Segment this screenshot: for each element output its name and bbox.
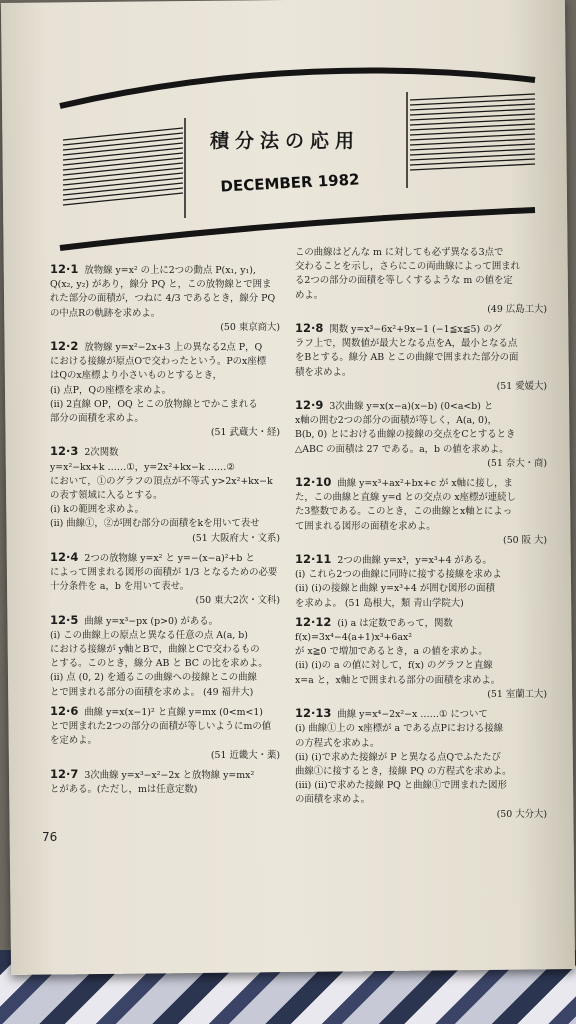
problem-text-line — [295, 722, 557, 736]
right-column — [295, 246, 557, 826]
problem-text-line — [50, 566, 290, 580]
problem-number: 12·3 — [50, 444, 79, 459]
problem-text: 放物線 y=x² の上に2つの動点 P(x₁, y₁), — [84, 265, 256, 276]
problem-text: (iii) (ii)で求めた接線 PQ と曲線①で囲まれた図形 — [295, 780, 507, 792]
problem-block — [295, 398, 557, 471]
problem-text-line — [295, 582, 557, 596]
problem-text: この曲線はどんな m に対しても必ず異なる3点で — [295, 247, 504, 258]
problem-text: の中点Rの軌跡を求めよ。 — [50, 307, 161, 319]
problem-text: 曲線 y=x⁴−2x²−x ……① について — [337, 709, 488, 721]
chapter-banner — [55, 58, 540, 253]
problem-text: (i) 曲線①上の x座標が a である点Pにおける接線 — [295, 723, 504, 735]
problem-block — [295, 246, 557, 317]
problem-text: (ii) (i)で求めた接線が P と異なる点Qでふたたび — [295, 751, 501, 763]
problem-text-line — [50, 629, 290, 643]
problem-text-line — [295, 351, 557, 365]
problem-text-line — [295, 779, 557, 793]
problem-text-line — [50, 355, 290, 369]
problem-text: における接線が原点Oで交わったという。Pのx座標 — [50, 356, 267, 368]
problem-number: 12·2 — [50, 339, 79, 354]
problem-text: (ii) (i)の a の値に対して，f(x) のグラフと直線 — [295, 660, 493, 672]
problem-block — [295, 706, 557, 822]
problem-text-line — [50, 550, 290, 566]
problem-text: とする。このとき，線分 AB と BC の比を求めよ。 — [50, 658, 268, 670]
problem-text: とで囲まれた2つの部分の面積が等しいようにmの値 — [50, 721, 272, 733]
problem-source: (51 近畿大・薬) — [210, 749, 280, 761]
left-column — [50, 262, 290, 801]
problem-text-line — [295, 552, 557, 568]
problem-text: る2つの部分の面積を等しくするような m の値を定 — [295, 275, 513, 287]
problem-text-line — [50, 412, 290, 426]
problem-text-line — [50, 613, 290, 629]
problem-source: (51 大阪府大・文系) — [192, 532, 280, 544]
problem-text-line — [50, 686, 290, 700]
chapter-title: 積分法の応用 — [209, 130, 360, 152]
problem-text-line — [50, 307, 290, 321]
problem-text: Q(x₂, y₂) があり，線分 PQ と，この放物線とで囲ま — [50, 279, 272, 291]
problem-text-line — [295, 659, 557, 673]
problem-text: とがある。(ただし，mは任意定数) — [50, 783, 198, 795]
problem-block — [295, 321, 557, 394]
problem-number: 12·4 — [50, 549, 79, 564]
problem-text: における接線が y軸とBで，曲線とCで交わるもの — [50, 644, 260, 656]
problem-text-line — [50, 292, 290, 306]
problem-text-line — [295, 475, 557, 491]
chapter-date: DECEMBER 1982 — [220, 170, 360, 196]
problem-text: y=x²−kx+k ……①，y=2x²+kx−k ……② — [50, 461, 235, 473]
problem-text-line — [295, 321, 557, 337]
problem-text-line — [295, 765, 557, 779]
problem-text: (ii) 点 (0, 2) を通るこの曲線への接線とこの曲線 — [50, 672, 257, 684]
problem-text-line — [50, 262, 290, 278]
problem-text-line — [50, 517, 290, 531]
problem-text: とで囲まれる部分の面積を求めよ。 (49 福井大) — [50, 686, 254, 698]
problem-text: を定めよ。 — [50, 735, 97, 747]
problem-block — [50, 704, 290, 763]
problem-text: 十分条件を a，b を用いて表せ。 — [50, 581, 190, 593]
problem-text-line — [295, 631, 557, 645]
problem-text: (i) a は定数であって，関数 — [337, 617, 453, 629]
problem-text: をBとする。線分 AB とこの曲線で囲まれた部分の面 — [295, 352, 519, 364]
problem-source: (51 室蘭工大) — [487, 688, 547, 700]
problem-number: 12·9 — [295, 398, 324, 413]
problem-text: の表す領域に入るとする。 — [50, 490, 163, 502]
problem-text: (i) この曲線上の原点と異なる任意の点 A(a, b) — [50, 629, 248, 641]
problem-text-line — [295, 737, 557, 751]
problem-text: 2つの曲線 y=x³，y=x³+4 がある。 — [337, 555, 492, 567]
problem-text-line — [50, 767, 290, 783]
problem-text: において，①のグラフの頂点が不等式 y>2x²+kx−k — [50, 475, 273, 487]
problem-text: めよ。 — [295, 289, 324, 301]
problem-source: (50 大分大) — [496, 808, 547, 820]
problem-text-line — [295, 246, 557, 260]
problem-text-line — [50, 444, 290, 460]
problem-text-line — [295, 398, 557, 414]
problem-text: 部分の面積を求めよ。 — [50, 413, 144, 425]
problem-text-line — [295, 443, 557, 457]
problem-text: を求めよ。 (51 島根大，類 青山学院大) — [295, 597, 464, 609]
problem-text-line — [50, 734, 290, 748]
problem-source: (49 広島工大) — [487, 303, 547, 315]
problem-text-line — [295, 491, 557, 505]
problem-text: 曲線 y=x³+ax²+bx+c が x軸に接し，ま — [337, 478, 513, 490]
problem-block — [50, 613, 290, 700]
problem-text-line — [50, 384, 290, 398]
problem-text-line — [295, 751, 557, 765]
problem-source: (50 東京商大) — [220, 321, 280, 333]
problem-text: 放物線 y=x²−2x+3 上の異なる2点 P，Q — [84, 342, 263, 354]
problem-source: (51 武蔵大・経) — [210, 427, 280, 439]
problem-number: 12·7 — [50, 766, 79, 781]
problem-text: 積を求めよ。 — [295, 366, 352, 378]
problem-text-line — [50, 580, 290, 594]
problem-text: (ii) 2直線 OP，OQ とこの放物線とでかこまれる — [50, 398, 258, 410]
problem-text-line — [295, 414, 557, 428]
problem-text: (i) kの範囲を求めよ。 — [50, 504, 144, 516]
problem-source: (51 愛媛大) — [496, 380, 547, 392]
problem-text-line — [295, 615, 557, 631]
problem-text: の面積を求めよ。 — [295, 794, 371, 806]
problem-block — [295, 552, 557, 611]
problem-text-line — [50, 369, 290, 383]
problem-text: た，この曲線と直線 y=d との交点の x座標が連続し — [295, 492, 516, 504]
problem-text-line — [295, 793, 557, 807]
problem-text: 3次曲線 y=x³−x²−2x と放物線 y=mx² — [84, 769, 255, 781]
problem-text: 交わることを示し，さらにこの両曲線によって囲まれ — [295, 261, 521, 273]
problem-text: ラフ上で，関数値が最大となる点をA，最小となる点 — [295, 338, 518, 350]
problem-number: 12·1 — [50, 262, 79, 276]
problem-number: 12·10 — [295, 475, 332, 490]
problem-text: (i) これら2つの曲線に同時に接する接線を求めよ — [295, 569, 502, 581]
problem-text-line — [50, 461, 290, 475]
problem-text: 曲線 y=x³−px (p>0) がある。 — [84, 615, 219, 627]
problem-block — [295, 615, 557, 702]
problem-text: の方程式を求めよ。 — [295, 737, 380, 749]
problem-number: 12·11 — [295, 552, 332, 567]
problem-block — [295, 475, 557, 548]
problem-text: て囲まれる図形の面積を求めよ。 — [295, 520, 436, 532]
problem-text: 曲線 y=x(x−1)² と直線 y=mx (0<m<1) — [84, 706, 263, 718]
problem-text-line — [295, 274, 557, 288]
problem-block — [50, 444, 290, 545]
problem-text-line — [295, 260, 557, 274]
problem-text-line — [50, 489, 290, 503]
problem-text: B(b, 0) とにおける曲線の接線の交点をCとするとき — [295, 429, 516, 441]
problem-text-line — [295, 505, 557, 519]
problem-text-line — [50, 704, 290, 720]
problem-text: 2つの放物線 y=x² と y=−(x−a)²+b と — [84, 552, 255, 564]
problem-text-line — [50, 278, 290, 292]
problem-text: x軸の囲む2つの部分の面積が等しく，A(a, 0)， — [295, 415, 498, 427]
problem-source: (50 東大2次・文科) — [195, 595, 280, 607]
problem-text: れた部分の面積が，つねに 4/3 であるとき，線分 PQ — [50, 293, 276, 305]
problem-text-line — [295, 645, 557, 659]
problem-text-line — [295, 289, 557, 303]
banner-ornament — [55, 58, 540, 253]
problem-number: 12·6 — [50, 703, 79, 718]
problem-source: (50 阪 大) — [503, 534, 547, 546]
problem-text: f(x)=3x⁴−4(a+1)x³+6ax² — [295, 632, 412, 644]
problem-block — [50, 339, 290, 440]
problem-text-line — [295, 568, 557, 582]
problem-text: た3整数である。このとき，この曲線とx軸とによっ — [295, 506, 513, 518]
problem-text-line — [50, 503, 290, 517]
problem-text-line — [50, 657, 290, 671]
problem-text-line — [50, 720, 290, 734]
problem-text: (ii) 曲線①，②が囲む部分の面積をkを用いて表せ — [50, 518, 260, 530]
problem-text-line — [295, 337, 557, 351]
problem-block — [50, 767, 290, 797]
problem-text: によって囲まれる図形の面積が 1/3 となるための必要 — [50, 567, 278, 579]
problem-text-line — [295, 674, 557, 688]
problem-text-line — [50, 671, 290, 685]
problem-block — [50, 262, 290, 335]
problem-number: 12·5 — [50, 612, 79, 627]
problem-text: (i) 点P，Qの座標を求めよ。 — [50, 384, 172, 396]
problem-text: △ABC の面積は 27 である。a，b の値を求めよ。 — [295, 443, 509, 455]
problem-text: 2次関数 — [84, 447, 119, 459]
problem-text-line — [50, 398, 290, 412]
problem-text: 関数 y=x³−6x²+9x−1 (−1≦x≦5) のグ — [329, 324, 502, 336]
problem-text-line — [50, 643, 290, 657]
problem-text-line — [295, 366, 557, 380]
problem-text-line — [50, 475, 290, 489]
problem-text: x=a と，x軸とで囲まれる部分の面積を求めよ。 — [295, 674, 501, 686]
problem-block — [50, 550, 290, 609]
problem-text-line — [50, 339, 290, 355]
problem-source: (51 奈大・商) — [487, 457, 547, 469]
problem-text-line — [295, 597, 557, 611]
problem-text-line — [50, 783, 290, 797]
problem-text-line — [295, 706, 557, 722]
problem-text-line — [295, 428, 557, 442]
problem-text: 曲線①に接するとき，接線 PQ の方程式を求めよ。 — [295, 765, 512, 777]
problem-number: 12·12 — [295, 614, 332, 629]
problem-number: 12·13 — [295, 706, 332, 721]
problem-text: 3次曲線 y=x(x−a)(x−b) (0<a<b) と — [329, 401, 494, 413]
problem-text: はQのx座標より小さいものとするとき， — [50, 370, 222, 382]
problem-text: (ii) (i)の接線と曲線 y=x³+4 が囲む図形の面積 — [295, 583, 495, 595]
problem-text-line — [295, 520, 557, 534]
page-number: 76 — [42, 830, 58, 844]
problem-number: 12·8 — [295, 321, 324, 336]
problem-text: が x≧0 で増加であるとき，a の値を求めよ。 — [295, 646, 488, 658]
